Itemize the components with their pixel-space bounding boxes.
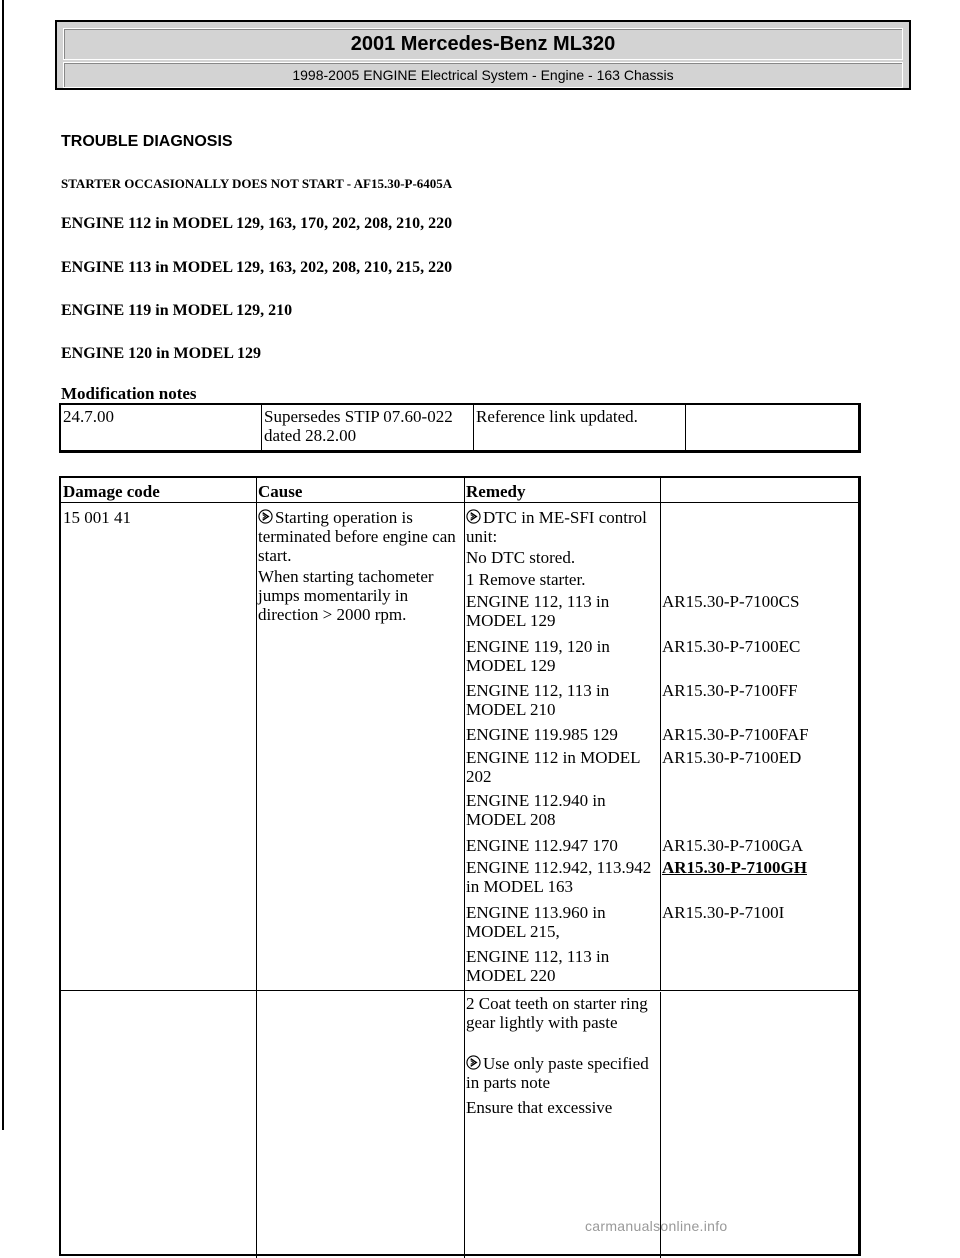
remedy-step-1: 1 Remove starter. [466,570,586,589]
modification-table [59,403,861,453]
ref-row-2: AR15.30-P-7100EC [662,637,801,656]
remedy-ensure: Ensure that excessive [466,1098,613,1117]
engine-row-6: ENGINE 112.940 in MODEL 208 [466,791,606,829]
ref-row-7: AR15.30-P-7100GA [662,836,804,855]
ref-row-5: AR15.30-P-7100ED [662,748,802,767]
main-heading: TROUBLE DIAGNOSIS [61,133,233,150]
cause-text-1 [258,508,458,565]
remedy-note-paste [466,1054,656,1092]
engine-row-5: ENGINE 112 in MODEL 202 [466,748,640,786]
engine-row-3: ENGINE 112, 113 in MODEL 210 [466,681,610,719]
header-title: 2001 Mercedes-Benz ML320 [63,28,903,60]
col-header-damage-code: Damage code [63,482,160,501]
col-header-cause: Cause [258,482,303,501]
note-icon [466,1055,481,1070]
engine-row-1: ENGINE 112, 113 in MODEL 129 [466,592,610,630]
ref-link-row-8[interactable]: AR15.30-P-7100GH [662,858,807,877]
engine-row-7: ENGINE 112.947 170 [466,836,618,855]
ref-row-9: AR15.30-P-7100I [662,903,785,922]
engine-row-8: ENGINE 112.942, 113.942 in MODEL 163 [466,858,652,896]
ref-row-4: AR15.30-P-7100FAF [662,725,809,744]
remedy-dtc [466,508,656,546]
watermark: carmanualsonline.info [585,1218,728,1234]
remedy-step-2: 2 Coat teeth on starter ring gear lightly with paste [466,994,648,1032]
remedy-dtc-text: DTC in ME-SFI control unit: [466,508,647,546]
mod-date: 24.7.00 [61,405,262,451]
cause-text-2: When starting tachometer jumps momentarily in direction > 2000 rpm. [258,567,434,624]
engine-line-4: ENGINE 120 in MODEL 129 [61,345,262,362]
header-subtitle: 1998-2005 ENGINE Electrical System - Engine - 163 Chassis [63,62,903,88]
note-icon [258,509,273,524]
remedy-no-dtc: No DTC stored. [466,548,576,567]
mod-supersedes: Supersedes STIP 07.60-022 dated 28.2.00 [262,405,474,451]
ref-row-3: AR15.30-P-7100FF [662,681,798,700]
note-paste-text: Use only paste specified in parts note [466,1054,649,1092]
engine-line-1: ENGINE 112 in MODEL 129, 163, 170, 202, 208, 210, 220 [61,215,453,232]
engine-line-3: ENGINE 119 in MODEL 129, 210 [61,302,293,319]
engine-row-9: ENGINE 113.960 in MODEL 215, [466,903,606,941]
document-header [55,20,911,90]
cause-1: Starting operation is terminated before engine can start. [258,508,456,565]
sub-heading: STARTER OCCASIONALLY DOES NOT START - AF15.30-P-6405A [61,176,453,191]
engine-line-2: ENGINE 113 in MODEL 129, 163, 202, 208, 210, 215, 220 [61,259,453,276]
diagnosis-table [59,476,861,1256]
note-icon [466,509,481,524]
mod-note: Reference link updated. [474,405,686,451]
damage-code: 15 001 41 [63,508,131,527]
ref-row-1: AR15.30-P-7100CS [662,592,800,611]
modification-heading: Modification notes [61,384,197,403]
engine-row-2: ENGINE 119, 120 in MODEL 129 [466,637,610,675]
engine-row-4: ENGINE 119.985 129 [466,725,618,744]
left-border [2,0,4,1130]
mod-empty [686,405,858,451]
engine-row-10: ENGINE 112, 113 in MODEL 220 [466,947,610,985]
col-header-remedy: Remedy [466,482,526,501]
